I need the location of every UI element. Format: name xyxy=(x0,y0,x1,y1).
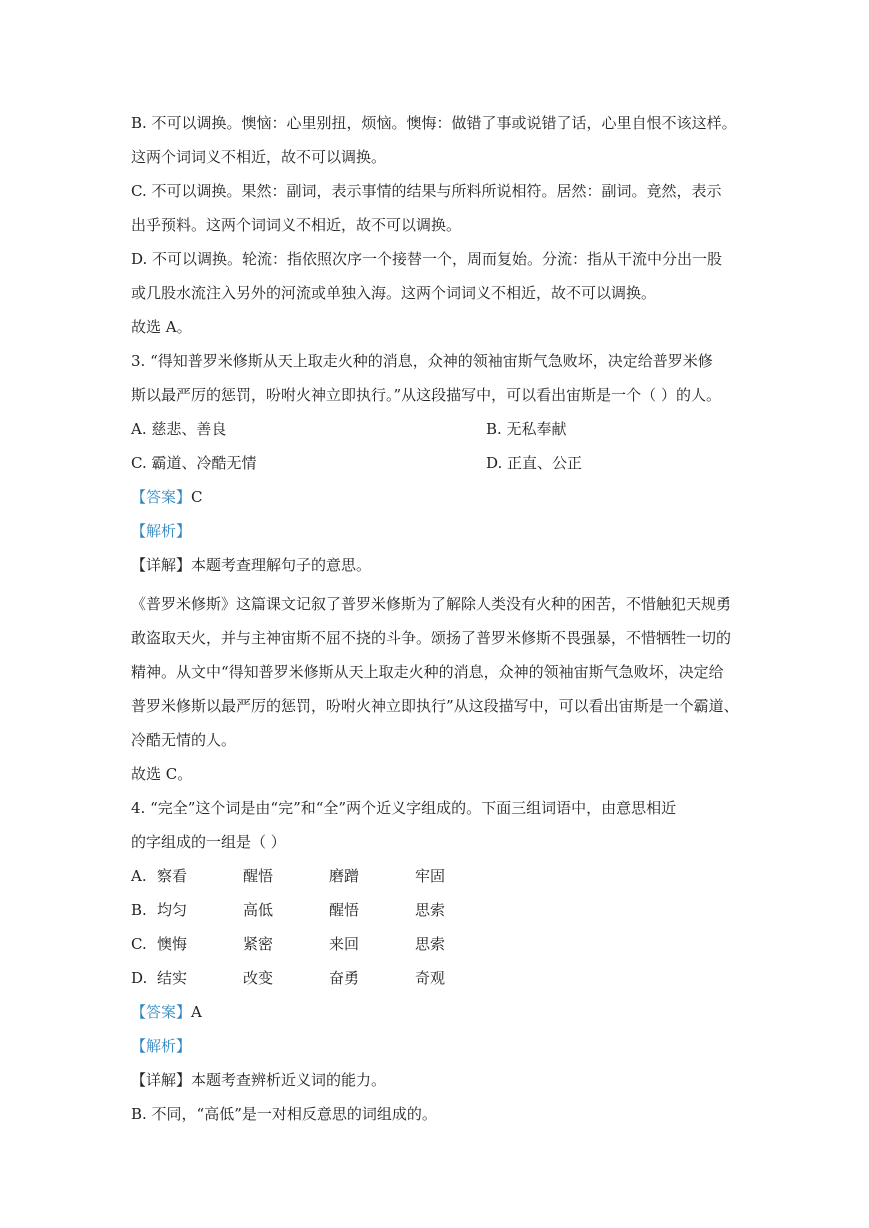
explanation-line: 这两个词词义不相近，故不可以调换。 xyxy=(131,148,387,166)
detail-label: 【详解】 xyxy=(131,1071,192,1089)
explanation-line: 出乎预料。这两个词词义不相近，故不可以调换。 xyxy=(131,216,462,234)
q3-conclusion: 故选 C。 xyxy=(131,765,193,783)
explanation-line: C. 不可以调换。果然：副词，表示事情的结果与所料所说相符。居然：副词。竟然，表示 xyxy=(131,182,722,200)
detail-text: 本题考查理解句子的意思。 xyxy=(191,556,372,574)
q3-option-d: D. 正直、公正 xyxy=(486,454,583,472)
q3-answer xyxy=(131,487,203,507)
analysis-label: 【解析】 xyxy=(131,1037,192,1055)
q4-option-c: C. 懊悔 紧密 来回 思索 xyxy=(131,935,446,953)
explanation-line: D. 不可以调换。轮流：指依照次序一个接替一个，周而复始。分流：指从干流中分出一股 xyxy=(131,250,723,268)
q3-explain-line: 敢盗取天火，并与主神宙斯不屈不挠的斗争。颂扬了普罗米修斯不畏强暴，不惜牺牲一切的 xyxy=(131,629,732,647)
q3-option-c: C. 霸道、冷酷无情 xyxy=(131,454,257,472)
q4-answer xyxy=(131,1002,202,1022)
q3-explain-line: 冷酷无情的人。 xyxy=(131,731,237,749)
question-3-stem: 3. “得知普罗米修斯从天上取走火种的消息，众神的领袖宙斯气急败坏，决定给普罗米修 xyxy=(131,352,713,370)
answer-label: 【答案】 xyxy=(131,1003,192,1021)
detail-text: 本题考查辨析近义词的能力。 xyxy=(191,1071,387,1089)
detail-label: 【详解】 xyxy=(131,556,192,574)
explanation-line: B. 不可以调换。懊恼：心里别扭，烦恼。懊悔：做错了事或说错了话，心里自恨不该这样。 xyxy=(131,114,737,132)
q4-last-line: B. 不同，“高低”是一对相反意思的词组成的。 xyxy=(131,1105,437,1123)
q4-analysis xyxy=(131,1036,191,1056)
q4-detail xyxy=(131,1070,386,1090)
q3-option-b: B. 无私奉献 xyxy=(486,420,567,438)
answer-value: A xyxy=(191,1003,202,1021)
q3-explain-line: 《普罗米修斯》这篇课文记叙了普罗米修斯为了解除人类没有火种的困苦，不惜触犯天规勇 xyxy=(131,595,732,613)
question-3-stem: 斯以最严厉的惩罚，吩咐火神立即执行。”从这段描写中，可以看出宙斯是一个（ ）的人。 xyxy=(131,386,721,404)
answer-label: 【答案】 xyxy=(131,488,192,506)
q3-option-a: A. 慈悲、善良 xyxy=(131,420,227,438)
q4-option-b: B. 均匀 高低 醒悟 思索 xyxy=(131,901,446,919)
answer-value: C xyxy=(191,488,203,506)
q4-option-a: A. 察看 醒悟 磨蹭 牢固 xyxy=(131,867,446,885)
q3-explain-line: 普罗米修斯以最严厉的惩罚，吩咐火神立即执行”从这段描写中，可以看出宙斯是一个霸道、 xyxy=(131,697,739,715)
analysis-label: 【解析】 xyxy=(131,522,192,540)
q3-explain-line: 精神。从文中“得知普罗米修斯从天上取走火种的消息，众神的领袖宙斯气急败坏，决定给 xyxy=(131,663,724,681)
question-4-stem: 4. “完全”这个词是由“完”和“全”两个近义字组成的。下面三组词语中，由意思相近 xyxy=(131,799,677,817)
conclusion-line: 故选 A。 xyxy=(131,318,192,336)
q3-detail xyxy=(131,555,371,575)
explanation-line: 或几股水流注入另外的河流或单独入海。这两个词词义不相近，故不可以调换。 xyxy=(131,284,657,302)
question-4-stem: 的字组成的一组是（ ） xyxy=(131,833,286,851)
q4-option-d: D. 结实 改变 奋勇 奇观 xyxy=(131,969,446,987)
q3-analysis xyxy=(131,521,191,541)
